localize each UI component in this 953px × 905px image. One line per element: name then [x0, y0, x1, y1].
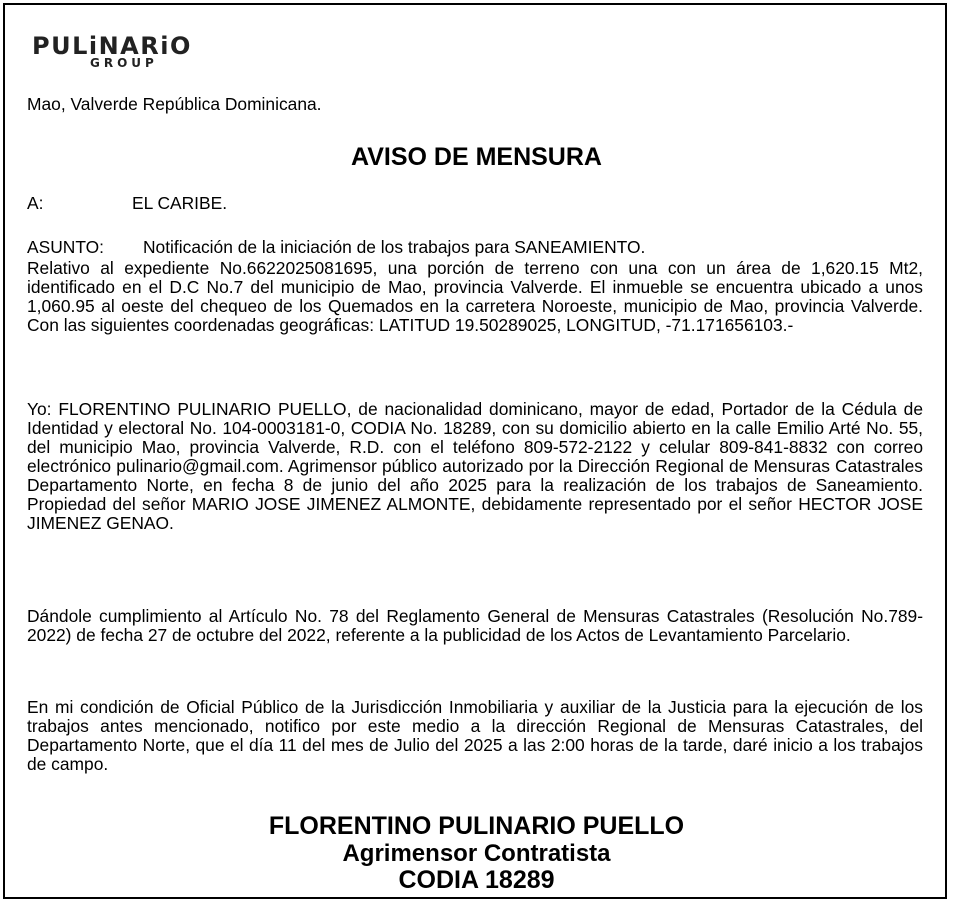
- logo-sub-text: GROUP: [90, 56, 158, 70]
- notice-title: AVISO DE MENSURA: [351, 143, 602, 171]
- subject-value: Notificación de la iniciación de los trabajos para SANEAMIENTO.: [143, 237, 646, 257]
- paragraph-surveyor: Yo: FLORENTINO PULINARIO PUELLO, de nacionalidad dominicano, mayor de edad, Portador de la Cédula de Identidad y electoral No. 104-0003181-0, CODIA No. 18289, con su domicilio abierto en la calle Emilio Arté No. 55, del municipio Mao, provincia Valverde, R.D. con el teléfono 809-572-2122 y celular 809-841-8832 con correo electrónico pulinario@gmail.com. Agrimensor público autorizado por la Dirección Regional de Mensuras Catastrales Departamento Norte, en fecha 8 de junio del año 2025 para la realización de los trabajos de Saneamiento. Propiedad del señor MARIO JOSE JIMENEZ ALMONTE, debidamente representado por el señor HECTOR JOSE JIMENEZ GENAO.: [27, 399, 923, 533]
- company-logo: [32, 34, 254, 69]
- addressee-value: EL CARIBE.: [132, 193, 228, 213]
- location-line: Mao, Valverde República Dominicana.: [27, 94, 322, 114]
- paragraph-property: Relativo al expediente No.6622025081695, una porción de terreno con una con un área de 1,620.15 Mt2, identificado en el D.C No.7 del municipio de Mao, provincia Valverde. El inmueble se encuentra ubicado a unos 1,060.95 al oeste del chequeo de los Quemados en la carretera Noroeste, municipio de Mao, provincia Valverde. Con las siguientes coordenadas geográficas: LATITUD 19.50289025, LONGITUD, -71.171656103.-: [27, 258, 923, 335]
- signature-role: Agrimensor Contratista: [342, 840, 611, 867]
- addressee-label: A:: [27, 193, 44, 213]
- paragraph-regulation: Dándole cumplimiento al Artículo No. 78 del Reglamento General de Mensuras Catastrales (Resolución No.789-2022) de fecha 27 de octubre del 2022, referente a la publicidad de los Actos de Levantamiento Parcelario.: [27, 606, 923, 645]
- signature-name: FLORENTINO PULINARIO PUELLO: [268, 812, 685, 840]
- signature-codia: CODIA 18289: [398, 866, 555, 894]
- logo-main-text: PULiNARiO: [32, 32, 192, 60]
- subject-label: ASUNTO:: [27, 237, 104, 257]
- paragraph-notification: En mi condición de Oficial Público de la Jurisdicción Inmobiliaria y auxiliar de la Justicia para la ejecución de los trabajos antes mencionado, notifico por este medio a la dirección Regional de Mensuras Catastrales, del Departamento Norte, que el día 11 del mes de Julio del 2025 a las 2:00 horas de la tarde, daré inicio a los trabajos de campo.: [27, 697, 923, 774]
